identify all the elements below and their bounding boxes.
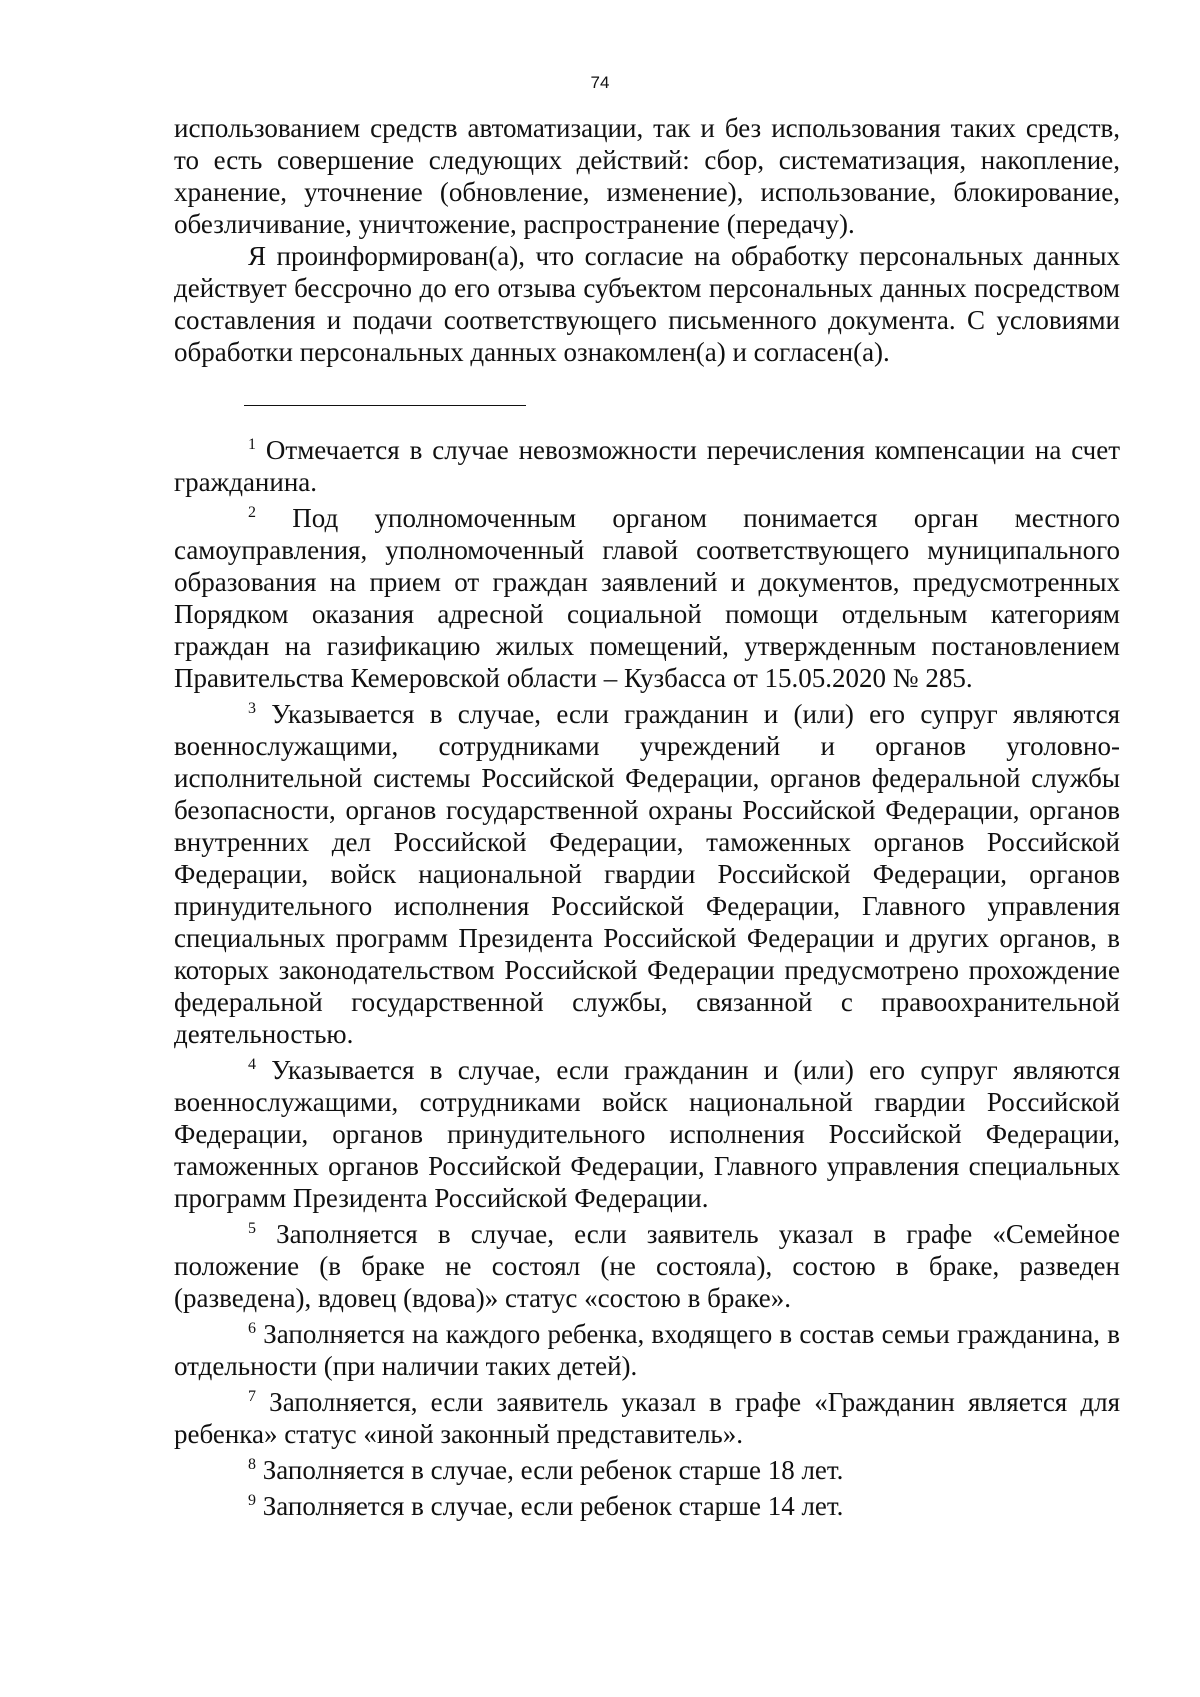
footnotes [174,434,1120,1522]
footnote-8 [174,1454,1120,1486]
footnote-text: Указывается в случае, если гражданин и (или) его супруг являются военнослужащими, сотрудниками учреждений и органов уголовно-исполнительной системы Российской Федерации, органов федеральной службы безопасности, органов государственной охраны Российской Федерации, органов внутренних дел Российской Федерации, таможенных органов Российской Федерации, войск национальной гвардии Российской Федерации, органов принудительного исполнения Российской Федерации, Главного управления специальных программ Президента Российской Федерации и других органов, в которых законодательством Российской Федерации предусмотрено прохождение федеральной государственной службы, связанной с правоохранительной деятельностью. [174,699,1120,1049]
footnote-text: Под уполномоченным органом понимается орган местного самоуправления, уполномоченный главой соответствующего муниципального образования на прием от граждан заявлений и документов, предусмотренных Порядком оказания адресной социальной помощи отдельным категориям граждан на газификацию жилых помещений, утвержденным постановлением Правительства Кемеровской области – Кузбасса от 15.05.2020 № 285. [174,503,1121,693]
footnote-6 [174,1318,1120,1382]
page-number: 74 [590,73,610,92]
footnote-marker: 6 [248,1320,256,1337]
page-content [174,112,1120,1526]
footnote-text: Заполняется в случае, если ребенок старше 14 лет. [262,1491,844,1521]
footnote-marker: 8 [248,1456,256,1473]
footnote-2 [174,502,1120,694]
footnote-separator [244,405,526,406]
footnote-5 [174,1218,1120,1314]
body-paragraph-2: Я проинформирован(а), что согласие на обработку персональных данных действует бессрочно до его отзыва субъектом персональных данных посредством составления и подачи соответствующего письменного документа. С условиями обработки персональных данных ознакомлен(а) и согласен(а). [174,241,1120,367]
footnote-marker: 1 [248,436,256,453]
footnote-text: Отмечается в случае невозможности перечисления компенсации на счет гражданина. [174,435,1120,497]
footnote-marker: 4 [248,1056,256,1073]
footnote-7 [174,1386,1120,1450]
footnote-marker: 5 [248,1220,256,1237]
footnote-text: Заполняется на каждого ребенка, входящего в состав семьи гражданина, в отдельности (при наличии таких детей). [174,1319,1121,1381]
footnote-9 [174,1490,1120,1522]
footnote-text: Указывается в случае, если гражданин и (или) его супруг являются военнослужащими, сотрудниками войск национальной гвардии Российской Федерации, органов принудительного исполнения Российской Федерации, таможенных органов Российской Федерации, Главного управления специальных программ Президента Российской Федерации. [174,1055,1120,1213]
footnote-marker: 9 [248,1492,256,1509]
footnote-1 [174,434,1120,498]
footnote-text: Заполняется, если заявитель указал в графе «Гражданин является для ребенка» статус «иной законный представитель». [174,1387,1121,1449]
footnote-marker: 2 [248,504,256,521]
footnote-marker: 7 [248,1388,256,1405]
footnote-text: Заполняется в случае, если заявитель указал в графе «Семейное положение (в браке не состоял (не состояла), состою в браке, разведен (разведена), вдовец (вдова)» статус «состою в браке». [174,1219,1121,1313]
footnote-text: Заполняется в случае, если ребенок старше 18 лет. [262,1455,844,1485]
footnote-4 [174,1054,1120,1214]
footnote-3 [174,698,1120,1050]
body-paragraph-1: использованием средств автоматизации, так и без использования таких средств, то есть совершение следующих действий: сбор, систематизация, накопление, хранение, уточнение (обновление, изменение), использование, блокирование, обезличивание, уничтожение, распространение (передачу). [174,113,1120,239]
footnote-marker: 3 [248,700,256,717]
